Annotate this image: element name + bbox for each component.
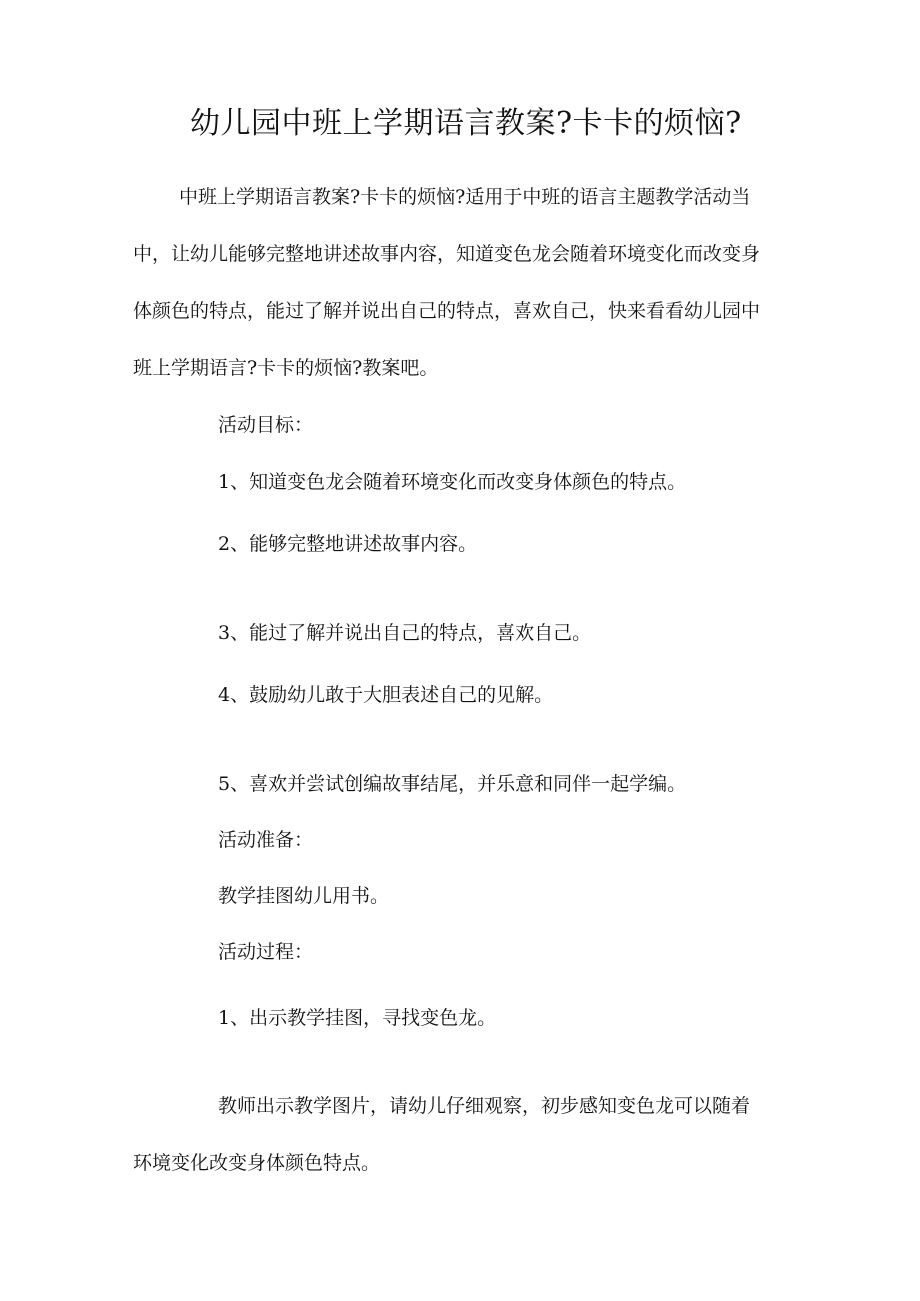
goal-item-3: 3、能过了解并说出自己的特点，喜欢自己。 (218, 622, 592, 644)
prep-heading: 活动准备： (218, 829, 314, 851)
intro-line-4: 班上学期语言?卡卡的烦恼?教案吧。 (133, 357, 439, 379)
process-step-1: 1、出示教学挂图，寻找变色龙。 (218, 1007, 497, 1029)
process-paragraph-line-2: 环境变化改变身体颜色特点。 (133, 1152, 381, 1174)
goal-item-5: 5、喜欢并尝试创编故事结尾，并乐意和同伴一起学编。 (218, 773, 687, 795)
goal-item-2: 2、能够完整地讲述故事内容。 (218, 533, 478, 555)
document-title: 幼儿园中班上学期语言教案?卡卡的烦恼? (190, 106, 742, 141)
goal-item-4: 4、鼓励幼儿敢于大胆表述自己的见解。 (218, 684, 554, 706)
intro-line-2: 中，让幼儿能够完整地讲述故事内容，知道变色龙会随着环境变化而改变身 (133, 243, 761, 265)
goals-heading: 活动目标： (218, 414, 314, 436)
prep-text: 教学挂图幼儿用书。 (218, 885, 390, 907)
process-paragraph-line-1: 教师出示教学图片，请幼儿仔细观察，初步感知变色龙可以随着 (218, 1095, 751, 1117)
process-heading: 活动过程： (218, 941, 314, 963)
intro-line-3: 体颜色的特点，能过了解并说出自己的特点，喜欢自己，快来看看幼儿园中 (133, 300, 761, 322)
intro-line-1: 中班上学期语言教案?卡卡的烦恼?适用于中班的语言主题教学活动当 (179, 186, 751, 208)
goal-item-1: 1、知道变色龙会随着环境变化而改变身体颜色的特点。 (218, 471, 687, 493)
